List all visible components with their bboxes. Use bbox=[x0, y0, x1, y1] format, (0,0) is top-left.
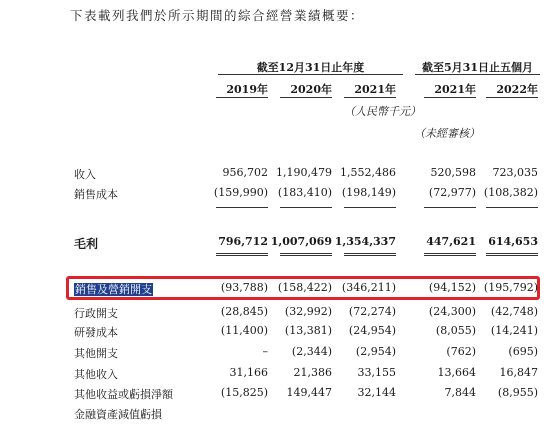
cell-value: 956,702 bbox=[222, 166, 268, 179]
cell-value: (2,344) bbox=[291, 345, 332, 358]
cell-value: – bbox=[262, 345, 268, 358]
cell-value: 614,653 bbox=[488, 235, 538, 248]
cell-value: (72,977) bbox=[428, 186, 476, 199]
year-underline-5 bbox=[486, 97, 538, 98]
year-underline-3 bbox=[344, 97, 396, 98]
cell-value: (8,955) bbox=[497, 386, 538, 399]
row-label: 毛利 bbox=[74, 237, 99, 251]
year-underline-4 bbox=[424, 97, 476, 98]
unaudited-note: （未經審核） bbox=[414, 127, 480, 140]
cell-value: (762) bbox=[446, 345, 476, 358]
group-header-five-months-line bbox=[415, 74, 540, 75]
cell-value: (94,152) bbox=[428, 281, 476, 294]
table-row bbox=[0, 324, 550, 340]
group-header-five-months: 截至5月31日止五個月 bbox=[422, 61, 533, 74]
cell-value: (13,381) bbox=[284, 324, 332, 337]
total-double-line bbox=[216, 253, 268, 256]
total-double-line bbox=[344, 253, 396, 256]
year-underline-2 bbox=[280, 97, 332, 98]
cell-value: (24,954) bbox=[348, 324, 396, 337]
selected-text[interactable]: 銷售及營銷開支 bbox=[75, 283, 152, 296]
cell-value: (695) bbox=[508, 345, 538, 358]
subtotal-line bbox=[424, 207, 476, 208]
subtotal-line bbox=[280, 207, 332, 208]
cell-value: 13,664 bbox=[437, 366, 476, 379]
row-label: 其他收益或虧損淨額 bbox=[74, 388, 173, 401]
year-header-2: 2020年 bbox=[290, 83, 332, 96]
table-row bbox=[0, 186, 550, 202]
cell-value: 31,166 bbox=[229, 366, 268, 379]
cell-value: (72,274) bbox=[348, 305, 396, 318]
cell-value: (183,410) bbox=[277, 186, 332, 199]
cell-value: 149,447 bbox=[286, 386, 332, 399]
cell-value: 1,552,486 bbox=[340, 166, 396, 179]
cell-value: (108,382) bbox=[483, 186, 538, 199]
total-double-line bbox=[424, 253, 476, 256]
cell-value: (93,788) bbox=[220, 281, 268, 294]
row-label: 研發成本 bbox=[74, 326, 118, 339]
table-row bbox=[0, 166, 550, 182]
year-underline-1 bbox=[216, 97, 268, 98]
cell-value: (198,149) bbox=[341, 186, 396, 199]
cell-value: (24,300) bbox=[428, 305, 476, 318]
cell-value: 796,712 bbox=[218, 235, 268, 248]
cell-value: 16,847 bbox=[499, 366, 538, 379]
cell-value: (159,990) bbox=[213, 186, 268, 199]
subtotal-line bbox=[486, 207, 538, 208]
row-label: 其他收入 bbox=[74, 368, 118, 381]
row-label-selected[interactable] bbox=[74, 281, 153, 297]
intro-text: 下表載列我們於所示期間的綜合經營業績概要： bbox=[70, 8, 365, 23]
cell-value: (346,211) bbox=[341, 281, 396, 294]
cell-value: (32,992) bbox=[284, 305, 332, 318]
cell-value: (2,954) bbox=[355, 345, 396, 358]
cell-value: (14,241) bbox=[490, 324, 538, 337]
row-label: 行政開支 bbox=[74, 307, 118, 320]
table-row bbox=[0, 366, 550, 382]
cell-value: 723,035 bbox=[492, 166, 538, 179]
row-label: 收入 bbox=[74, 168, 96, 181]
cell-value: 21,386 bbox=[293, 366, 332, 379]
subtotal-line bbox=[344, 207, 396, 208]
cell-value: (8,055) bbox=[435, 324, 476, 337]
row-label: 銷售成本 bbox=[74, 188, 118, 201]
table-row bbox=[0, 345, 550, 361]
year-header-3: 2021年 bbox=[354, 83, 396, 96]
cell-value: 1,354,337 bbox=[334, 235, 396, 248]
table-row bbox=[0, 305, 550, 321]
year-header-1: 2019年 bbox=[226, 83, 268, 96]
year-header-4: 2021年 bbox=[434, 83, 476, 96]
total-double-line bbox=[486, 253, 538, 256]
cell-value: 1,007,069 bbox=[270, 235, 332, 248]
row-label: 其他開支 bbox=[74, 347, 118, 360]
cell-value: 7,844 bbox=[444, 386, 476, 399]
cell-value: (28,845) bbox=[220, 305, 268, 318]
cell-value: 32,144 bbox=[357, 386, 396, 399]
cell-value: (15,825) bbox=[220, 386, 268, 399]
subtotal-line bbox=[216, 207, 268, 208]
cell-value: (11,400) bbox=[220, 324, 268, 337]
cell-value: (158,422) bbox=[277, 281, 332, 294]
year-header-5: 2022年 bbox=[496, 83, 538, 96]
cell-value: 447,621 bbox=[426, 235, 476, 248]
cell-value: (42,748) bbox=[490, 305, 538, 318]
table-row-highlighted[interactable] bbox=[0, 281, 550, 297]
table-row bbox=[0, 406, 550, 422]
table-row bbox=[0, 386, 550, 402]
group-header-year: 截至12月31日止年度 bbox=[256, 61, 365, 74]
group-header-year-line bbox=[218, 74, 403, 75]
cell-value: 33,155 bbox=[357, 366, 396, 379]
total-double-line bbox=[280, 253, 332, 256]
cell-value: 1,190,479 bbox=[276, 166, 332, 179]
currency-note: （人民幣千元） bbox=[344, 105, 421, 118]
cell-value: 520,598 bbox=[430, 166, 476, 179]
table-row-gross-profit bbox=[0, 235, 550, 251]
cell-value: (195,792) bbox=[483, 281, 538, 294]
row-label: 金融資產減值虧損 bbox=[74, 408, 162, 421]
